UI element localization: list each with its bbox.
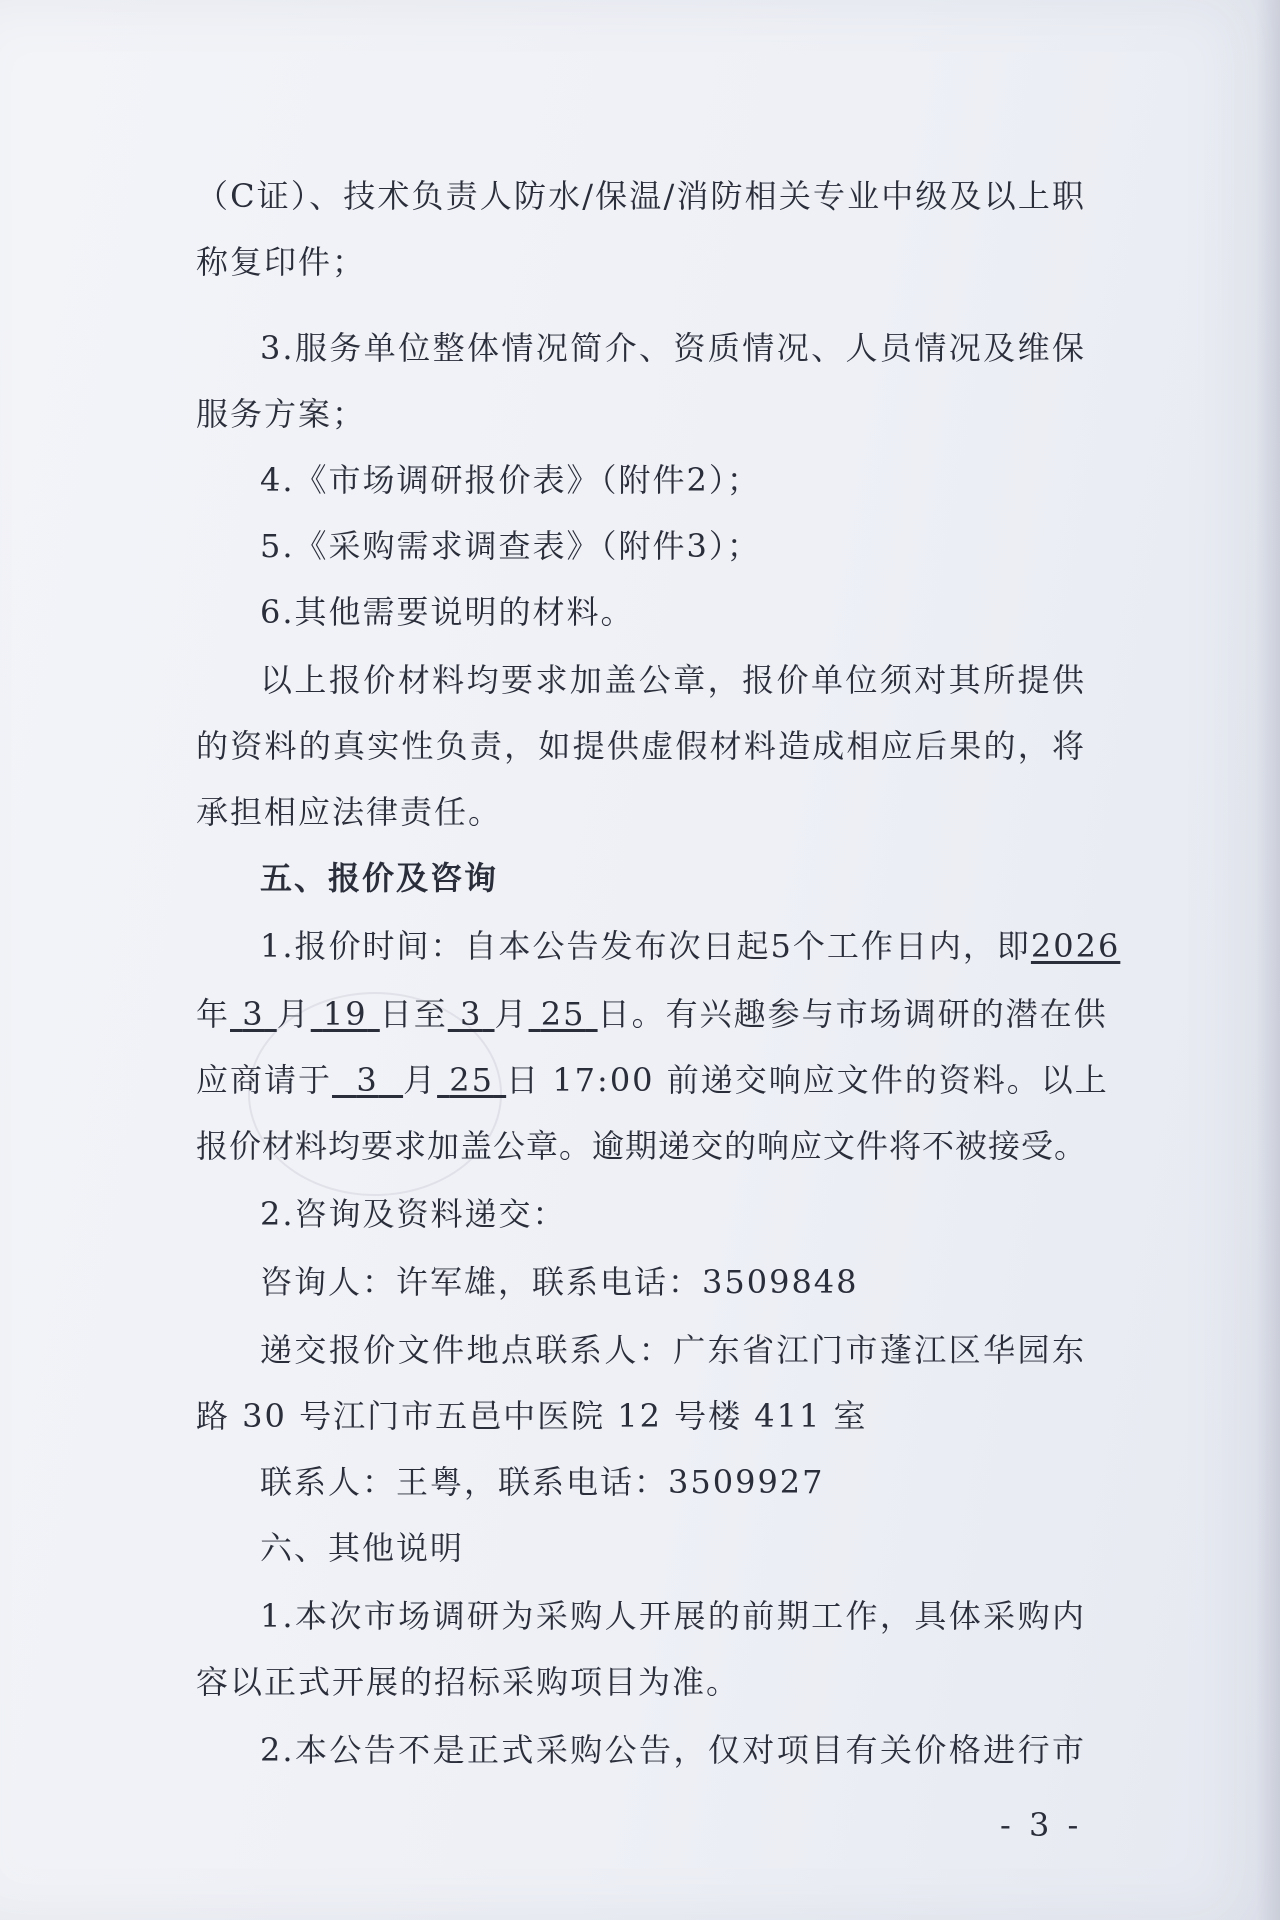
consult-title: 2.咨询及资料递交： xyxy=(260,1195,567,1233)
end-day: 25 xyxy=(540,995,586,1033)
quote-time-text-b: 日。有兴趣参与市场调研的潜在供 xyxy=(597,995,1108,1033)
quote-time-text-a: 1.报价时间：自本公告发布次日起5个工作日内，即 xyxy=(260,927,1031,965)
delivery-address-line-1: 递交报价文件地点联系人：广东省江门市蓬江区华园东 xyxy=(260,1331,1086,1369)
quote-time-text-d: 日 17:00 前递交响应文件的资料。以上 xyxy=(506,1061,1109,1099)
year-unit: 年 xyxy=(196,995,231,1033)
quote-time-line-3 xyxy=(196,1060,1109,1100)
quote-time-line-2 xyxy=(196,994,1108,1034)
body-line-2: 称复印件； xyxy=(196,243,367,281)
consult-contact-2: 联系人：王粤，联系电话：3509927 xyxy=(260,1463,825,1501)
consult-contact-1: 咨询人：许军雄，联系电话：3509848 xyxy=(260,1263,859,1301)
deadline-day: 25 xyxy=(449,1061,494,1099)
body-line-1: （C证）、技术负责人防水/保温/消防相关专业中级及以上职 xyxy=(196,177,1086,215)
list-item-5: 5.《采购需求调查表》（附件3）； xyxy=(260,527,761,565)
seal-note-line-2: 的资料的真实性负责，如提供虚假材料造成相应后果的，将 xyxy=(196,727,1086,765)
month-unit: 月 xyxy=(494,995,529,1033)
quote-time-line-1 xyxy=(260,926,1121,966)
page-number: - 3 - xyxy=(1000,1806,1083,1844)
start-month: 3 xyxy=(242,995,265,1033)
other-item-1-line-1: 1.本次市场调研为采购人开展的前期工作，具体采购内 xyxy=(260,1597,1086,1635)
quote-time-line-4: 报价材料均要求加盖公章。逾期递交的响应文件将不被接受。 xyxy=(196,1127,1088,1165)
quote-year: 2026 xyxy=(1030,927,1121,965)
seal-note-line-3: 承担相应法律责任。 xyxy=(196,793,503,831)
day-to: 日至 xyxy=(379,995,448,1033)
quote-time-text-c: 应商请于 xyxy=(196,1061,333,1099)
start-day: 19 xyxy=(322,995,368,1033)
list-item-3-line-2: 服务方案； xyxy=(196,395,367,433)
list-item-4: 4.《市场调研报价表》（附件2）； xyxy=(260,461,761,499)
end-month: 3 xyxy=(459,995,483,1033)
section-5-title: 五、报价及咨询 xyxy=(260,859,499,897)
month-unit: 月 xyxy=(276,995,311,1033)
seal-note-line-1: 以上报价材料均要求加盖公章，报价单位须对其所提供 xyxy=(260,661,1086,699)
delivery-address-line-2: 路 30 号江门市五邑中医院 12 号楼 411 室 xyxy=(196,1397,868,1435)
list-item-6: 6.其他需要说明的材料。 xyxy=(260,593,635,631)
list-item-3-line-1: 3.服务单位整体情况简介、资质情况、人员情况及维保 xyxy=(260,329,1086,367)
other-item-1-line-2: 容以正式开展的招标采购项目为准。 xyxy=(196,1663,741,1701)
other-item-2-line-1: 2.本公告不是正式采购公告，仅对项目有关价格进行市 xyxy=(260,1731,1086,1769)
section-6-title: 六、其他说明 xyxy=(260,1529,465,1567)
month-unit: 月 xyxy=(403,1061,438,1099)
deadline-month: 3 xyxy=(356,1061,379,1099)
